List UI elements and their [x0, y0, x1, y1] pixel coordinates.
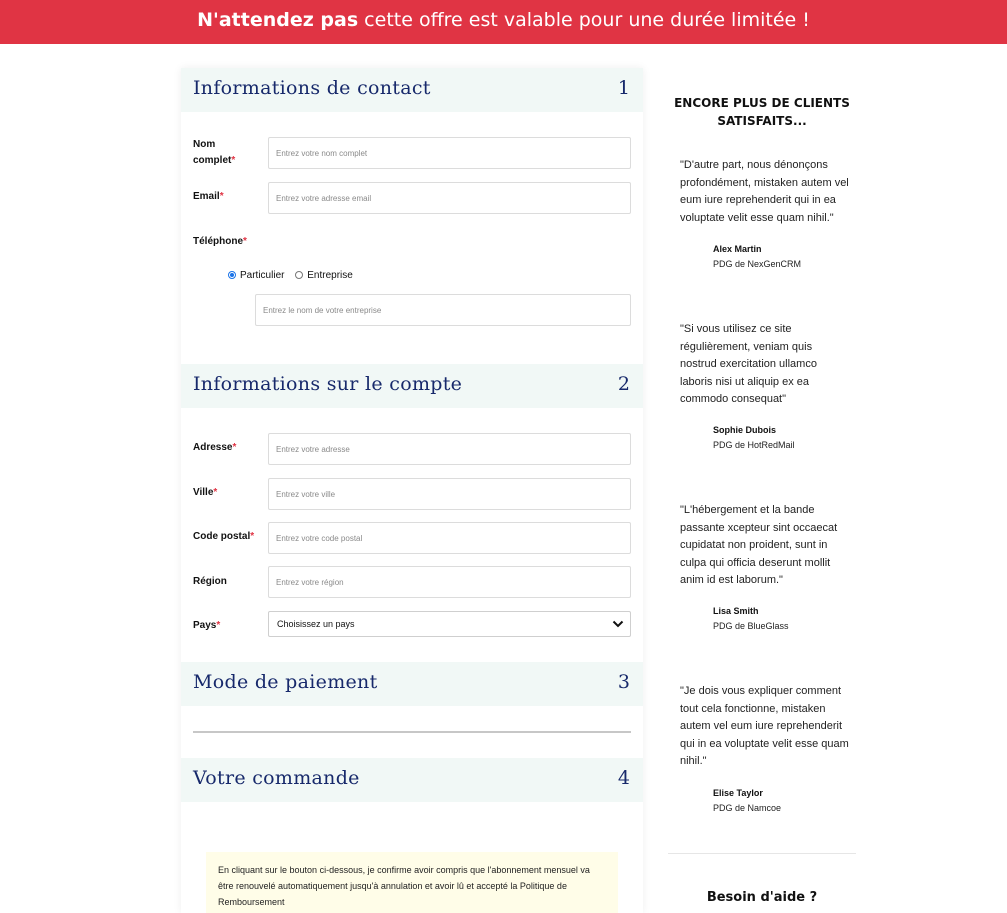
testimonial-role: PDG de BlueGlass [713, 621, 789, 631]
promo-banner-bold: N'attendez pas [197, 9, 359, 31]
sidebar-divider [668, 853, 856, 854]
renewal-notice: En cliquant sur le bouton ci-dessous, je confirme avoir compris que l'abonnement mensuel va être renouvelé automatiquement jusqu'à annulation et avoir lû et accepté la Politique de Remboursement [206, 852, 618, 913]
testimonial-quote: "Si vous utilisez ce site régulièrement, veniam quis nostrud exercitation ullamco laboris nisi ut aliquip ex ea commodo consequat" [680, 323, 817, 406]
checkout-form [181, 68, 643, 913]
name-label-line1: Nom [193, 139, 216, 150]
testimonial-quote: "L'hébergement et la bande passante xcepteur sint occaecat cupidatat non proident, sunt in culpa qui officia deserunt mollit anim id est laborum." [680, 504, 838, 587]
section-payment-number: 3 [617, 671, 630, 693]
city-label [193, 485, 263, 501]
radio-individual-label: Particulier [240, 270, 285, 281]
country-select[interactable] [268, 611, 631, 637]
required-mark: * [216, 620, 221, 631]
section-account-number: 2 [617, 373, 630, 395]
required-mark: * [219, 191, 224, 202]
required-mark: * [213, 487, 218, 498]
testimonials-title-line1: ENCORE PLUS DE CLIENTS [674, 96, 850, 110]
radio-company-label: Entreprise [307, 270, 353, 281]
testimonial-role: PDG de HotRedMail [713, 440, 795, 450]
country-label [193, 618, 263, 634]
required-mark: * [232, 442, 237, 453]
chevron-down-icon [612, 619, 624, 629]
name-label [193, 137, 263, 169]
testimonial-role: PDG de NexGenCRM [713, 259, 802, 269]
address-label-text: Adresse [193, 442, 233, 453]
city-label-text: Ville [193, 487, 214, 498]
company-name-input[interactable] [255, 294, 631, 326]
payment-divider [193, 731, 631, 733]
country-select-value: Choisissez un pays [277, 619, 355, 629]
name-label-line2: complet [193, 155, 232, 166]
required-mark: * [243, 236, 247, 247]
radio-company[interactable] [295, 270, 353, 281]
testimonial-role: PDG de Namcoe [713, 803, 782, 813]
required-mark: * [250, 531, 255, 542]
section-account-header [181, 364, 643, 408]
testimonial-name: Alex Martin [713, 244, 762, 254]
zip-label [193, 529, 263, 545]
section-payment-title: Mode de paiement [193, 671, 378, 693]
help-title: Besoin d'aide ? [706, 890, 818, 905]
testimonials-title-line2: SATISFAITS... [717, 114, 807, 128]
testimonial-quote: "D'autre part, nous dénonçons profondément, mistaken autem vel eum iure reprehenderit qui in ea voluptate velit esse quam nihil." [680, 159, 849, 224]
testimonial-quote: "Je dois vous expliquer comment tout cela fonctionne, mistaken autem vel eum iure reprehenderit qui in ea voluptate velit esse quam nihil." [680, 685, 849, 768]
email-label [193, 189, 263, 205]
customer-type-radio-group [228, 270, 361, 284]
section-order-header [181, 758, 643, 802]
phone-label [193, 234, 263, 250]
address-label [193, 440, 263, 456]
region-input[interactable] [268, 566, 631, 598]
radio-individual[interactable] [228, 270, 284, 281]
section-payment-header [181, 662, 643, 706]
radio-unselected-icon [295, 271, 303, 279]
city-input[interactable] [268, 478, 631, 510]
promo-banner [0, 0, 1007, 44]
zip-input[interactable] [268, 522, 631, 554]
testimonial-name: Sophie Dubois [713, 425, 776, 435]
address-input[interactable] [268, 433, 631, 465]
region-label [193, 574, 263, 590]
section-contact-header [181, 68, 643, 112]
country-label-text: Pays [193, 620, 217, 631]
required-mark: * [231, 155, 236, 166]
region-label-text: Région [193, 576, 227, 587]
section-contact-number: 1 [617, 77, 630, 99]
section-contact-title: Informations de contact [193, 77, 431, 99]
testimonials-title [668, 94, 856, 130]
testimonial-name: Elise Taylor [713, 788, 763, 798]
email-label-text: Email [193, 191, 220, 202]
promo-banner-text: cette offre est valable pour une durée limitée ! [358, 9, 810, 31]
full-name-input[interactable] [268, 137, 631, 169]
email-input[interactable] [268, 182, 631, 214]
section-order-number: 4 [617, 767, 630, 789]
phone-label-text: Téléphone [193, 236, 244, 247]
radio-selected-icon [228, 271, 236, 279]
section-account-title: Informations sur le compte [193, 373, 463, 395]
testimonial-name: Lisa Smith [713, 606, 759, 616]
zip-label-text: Code postal [193, 531, 251, 542]
section-order-title: Votre commande [193, 767, 360, 789]
